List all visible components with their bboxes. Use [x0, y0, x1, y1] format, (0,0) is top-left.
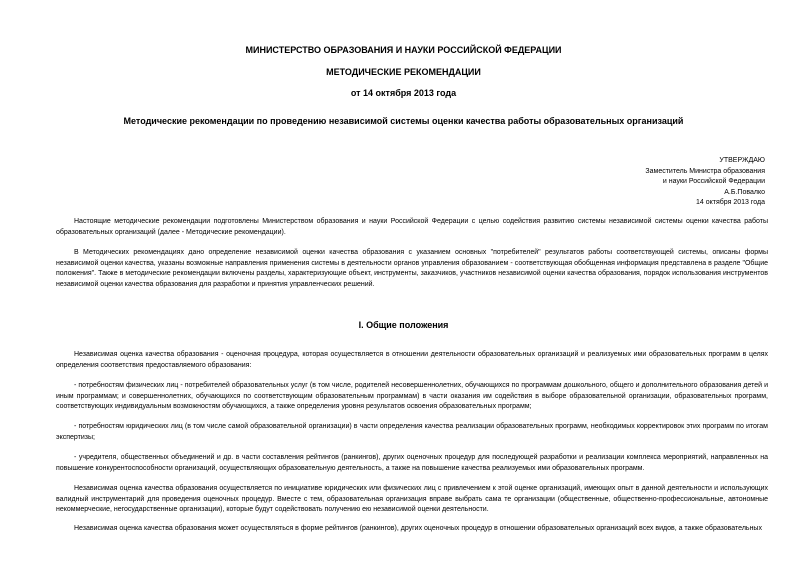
approval-position: Заместитель Министра образования: [645, 167, 765, 175]
approval-stamp: УТВЕРЖДАЮ: [719, 157, 765, 164]
body-paragraph: Независимая оценка качества образования может осуществляться в форме рейтингов (ранкингов), других оценочных процедур в отношении образовательных организаций всех видов, а также образовательных: [74, 525, 762, 532]
ministry-heading: МИНИСТЕРСТВО ОБРАЗОВАНИЯ И НАУКИ РОССИЙСКОЙ ФЕДЕРАЦИИ: [245, 45, 562, 55]
body-paragraph: - потребностям юридических лиц (в том числе самой образовательной организации) в части определения качества реализации образовательных программ, необходимых корректировок этих программ по итогам экспертизы;: [56, 423, 768, 441]
approval-date: 14 октября 2013 года: [696, 199, 765, 207]
body-paragraph: Независимая оценка качества образования - оценочная процедура, которая осуществляется в отношении деятельности образовательных организаций и реализуемых ими образовательных программ в целях определения соответствия предоставляемого образования:: [56, 351, 768, 369]
intro-paragraph: В Методических рекомендациях дано определение независимой оценки качества образования с указанием основных "потребителей" результатов работы соответствующей системы, описаны формы независимой оценки качества, указаны возможные направления применения системы в деятельности органов управления образованием - соответствующая обобщенная информация представлена в разделе "Общие положения". Также в методические рекомендации включены разделы, характеризующие объект, инструменты, заказчиков, участников независимой оценки качества образования, порядок использования инструментов независимой оценки качества образования для разработки и принятия управленческих решений.: [56, 249, 768, 288]
doc-type-heading: МЕТОДИЧЕСКИЕ РЕКОМЕНДАЦИИ: [326, 67, 481, 77]
body-paragraph: - потребностям физических лиц - потребителей образовательных услуг (в том числе, родителей несовершеннолетних, обучающихся по программам дошкольного, общего и дополнительного образования детей и иным программам; и совершеннолетних, обучающихся по соответствующим образовательным программам) в части оказания им содействия в выборе образовательной организации, образовательных программ, соответствующих индивидуальным возможностям обучающихся, а также определения уровня результатов освоения образовательных программ;: [56, 382, 768, 411]
intro-paragraph: Настоящие методические рекомендации подготовлены Министерством образования и науки Российской Федерации с целью содействия развитию системы независимой системы оценки качества работы образовательных организаций (далее - Методические рекомендации).: [56, 218, 768, 236]
body-paragraph: Независимая оценка качества образования осуществляется по инициативе юридических или физических лиц с привлечением к этой оценке организаций, имеющих опыт в данной деятельности и использующих валидный инструментарий для проведения оценочных процедур. Вместе с тем, образовательная организация вправе выбрать сама те организации (общественные, общественно-профессиональные, автономные некоммерческие, негосударственные организации), которые будут содействовать получению ею независимой оценки деятельности.: [56, 485, 768, 514]
doc-title: Методические рекомендации по проведению независимой системы оценки качества работы образовательных организаций: [123, 116, 684, 126]
approval-position-cont: и науки Российской Федерации: [662, 178, 765, 186]
body-paragraph: - учредителя, общественных объединений и др. в части составления рейтингов (ранкингов), других оценочных процедур для последующей разработки и реализации комплекса мероприятий, направленных на повышение конкурентоспособности организаций, осуществляющих образовательную деятельность, а также на повышение качества реализуемых ими образовательных программ.: [56, 454, 768, 472]
doc-date: от 14 октября 2013 года: [350, 88, 457, 98]
approval-block: [645, 156, 765, 209]
section-heading: I. Общие положения: [358, 320, 449, 330]
approval-signatory: А.Б.Повалко: [724, 188, 765, 196]
